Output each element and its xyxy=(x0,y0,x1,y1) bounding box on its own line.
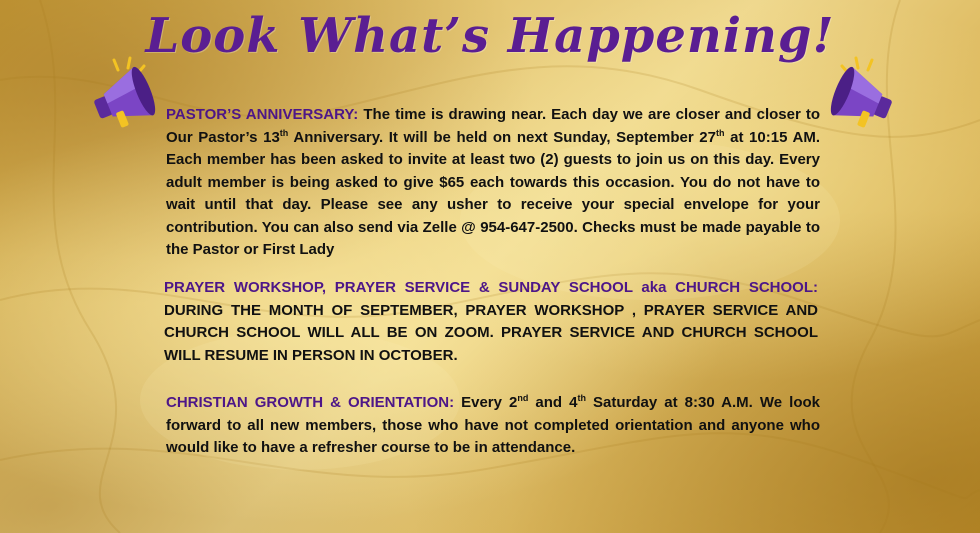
christian-growth-section xyxy=(166,392,820,460)
prayer-workshop-section xyxy=(164,277,818,367)
megaphone-icon xyxy=(86,52,166,128)
megaphone-icon xyxy=(820,52,900,128)
section-heading: PASTOR’S ANNIVERSARY: xyxy=(166,106,359,123)
ordinal-suffix: nd xyxy=(517,393,529,403)
megaphone-left xyxy=(86,52,166,128)
section-text: at 10:15 AM. Each member has been asked to invite at least two (2) guests to join us on this day. Every adult member is being asked to give $65 each towards this occasion. You do not have to wait until that day. Please see any usher to receive your special envelope for your contribution. You can also send via Zelle @ 954-647-2500. Checks must be made payable to the Pastor or First Lady xyxy=(166,128,820,258)
section-heading: CHRISTIAN GROWTH & ORIENTATION: xyxy=(166,394,455,411)
section-text: The time is drawing near. Each day we are closer and closer to Our Pastor’s 13 xyxy=(166,106,821,146)
ordinal-suffix: th xyxy=(715,127,725,138)
section-text: DURING THE MONTH OF SEPTEMBER, PRAYER WORKSHOP , PRAYER SERVICE AND CHURCH SCHOOL WILL ALL BE ON ZOOM. PRAYER SERVICE AND CHURCH SCHOOL WILL RESUME IN PERSON IN OCTOBER. xyxy=(164,301,818,364)
section-text: Anniversary. It will be held on next Sunday, September 27 xyxy=(288,128,716,146)
section-text: Every 2 xyxy=(454,394,518,411)
megaphone-right xyxy=(820,52,900,128)
ordinal-suffix: th xyxy=(577,393,586,403)
section-text: Saturday at 8:30 A.M. We look forward to all new members, those who have not completed orientation and anyone who would like to have a refresher course to be in attendance. xyxy=(166,394,820,456)
section-heading: PRAYER WORKSHOP, PRAYER SERVICE & SUNDAY SCHOOL aka CHURCH SCHOOL: xyxy=(164,279,818,296)
ordinal-suffix: th xyxy=(279,127,289,138)
page-title: Look What’s Happening! xyxy=(145,8,835,64)
section-text: and 4 xyxy=(528,394,578,411)
pastors-anniversary-section xyxy=(166,104,820,262)
